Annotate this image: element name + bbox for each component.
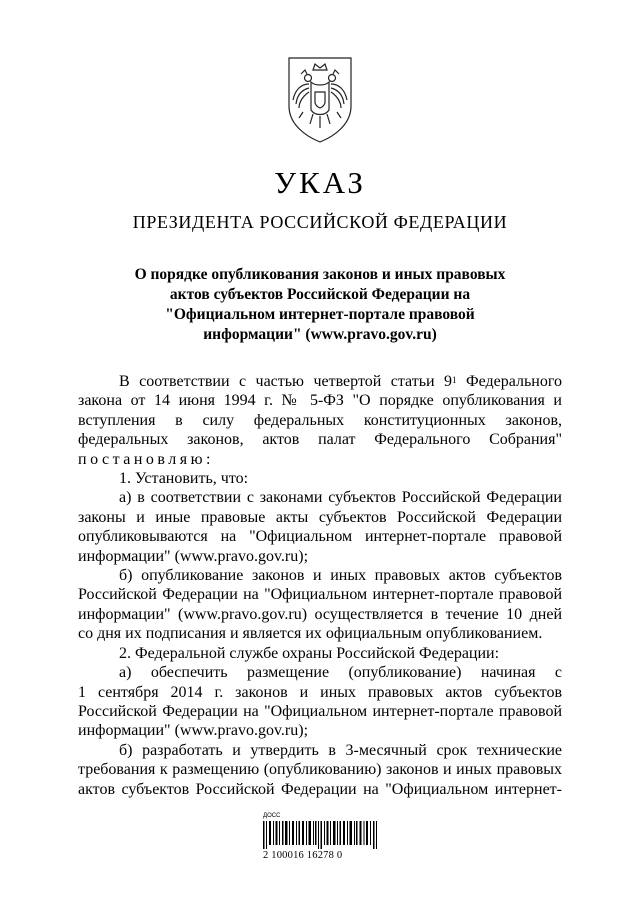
paragraph-line: законы и иные правовые акты субъектов Российской Федерации [78,508,562,526]
paragraph-line [78,372,562,391]
paragraph-line: требования к размещению (опубликованию) законов и иных правовых [78,761,562,779]
paragraph-line: б) разработать и утвердить в 3-месячный срок технические [119,741,562,759]
decree-subtitle: ПРЕЗИДЕНТА РОССИЙСКОЙ ФЕДЕРАЦИИ [132,212,508,232]
heading-line: О порядке опубликования законов и иных правовых [134,266,506,283]
text-run: В соответствии с частью четвертой статьи 9 [119,373,453,390]
barcode-icon [263,821,381,849]
paragraph-line: б) опубликование законов и иных правовых актов субъектов [119,567,562,585]
paragraph-line: постановляю: [78,450,214,468]
paragraph-line: информации" (www.pravo.gov.ru); [78,722,309,740]
heading-line: актов субъектов Российской Федерации на [169,286,471,303]
paragraph-line: актов субъектов Российской Федерации на "Официальном интернет- [78,780,562,798]
paragraph-line: информации" (www.pravo.gov.ru); [78,547,309,565]
paragraph-line: 1. Установить, что: [119,470,249,488]
paragraph-line: федеральных законов, актов палат Федерального Собрания" [78,431,562,449]
paragraph-line: 2. Федеральной службе охраны Российской Федерации: [119,644,500,662]
paragraph-line: а) в соответствии с законами субъектов Российской Федерации [119,489,562,507]
decree-heading [110,265,530,345]
decree-body [78,372,562,799]
barcode-number: 2 100016 16278 0 [263,850,343,861]
superscript: 1 [452,375,457,385]
heading-line: "Официальном интернет-портале правовой [165,306,475,323]
paragraph-line: информации" (www.pravo.gov.ru) осуществляется в течение 10 дней [78,605,562,623]
paragraph-line: а) обеспечить размещение (опубликование) начиная с [119,664,562,682]
coat-of-arms-emblem [283,54,357,144]
paragraph-line: 1 сентября 2014 г. законов и иных правовых актов субъектов [78,683,562,701]
paragraph-line: Российской Федерации на "Официальном интернет-портале правовой [78,586,562,604]
paragraph-line: вступления в силу федеральных конституционных законов, [78,411,562,429]
paragraph-line: закона от 14 июня 1994 г. № 5-ФЗ "О порядке опубликования и [78,392,562,410]
barcode-block [263,813,381,861]
barcode-mark: ДОСС [263,813,281,819]
heading-line: информации" (www.pravo.gov.ru) [203,326,437,343]
paragraph-line: со дня их подписания и является их официальным опубликованием. [78,625,543,643]
decree-title: УКАЗ [274,165,366,200]
paragraph-line: опубликовываются на "Официальном интернет-портале правовой [78,528,562,546]
text-run: Федерального [456,373,562,390]
paragraph-line: Российской Федерации на "Официальном интернет-портале правовой [78,702,562,720]
